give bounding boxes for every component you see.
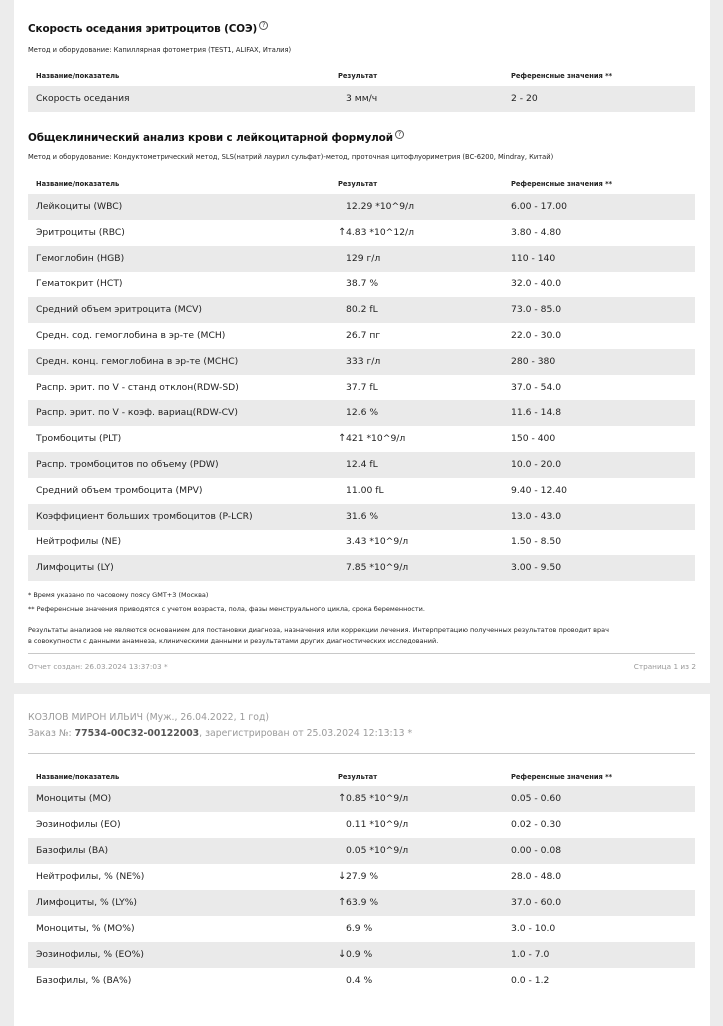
order-number: 77534-00C32-00122003	[74, 728, 200, 739]
test-result	[338, 194, 414, 220]
order-info	[28, 728, 412, 739]
result-value: 4.83 *10^12/л	[346, 226, 415, 238]
p2-header-name: Название/показатель	[36, 773, 120, 781]
test-result	[338, 349, 380, 375]
test-name: Коэффициент больших тромбоцитов (P-LCR)	[36, 510, 253, 522]
cbc-header-result: Результат	[338, 180, 378, 188]
result-value: 6.9 %	[346, 923, 373, 934]
test-result	[338, 426, 405, 452]
test-name: Эозинофилы (EO)	[36, 819, 121, 830]
test-name: Лимфоциты, % (LY%)	[36, 897, 138, 908]
result-value: 0.05 *10^9/л	[346, 845, 409, 856]
reference-range: 28.0 - 48.0	[511, 871, 562, 882]
test-name: Эозинофилы, % (EO%)	[36, 949, 144, 960]
test-result	[338, 452, 378, 478]
reference-range: 37.0 - 60.0	[511, 897, 562, 908]
test-name: Средний объем эритроцита (MCV)	[36, 304, 202, 316]
esr-header-name: Название/показатель	[36, 72, 120, 80]
table-row	[28, 864, 695, 890]
table-row	[28, 968, 695, 994]
table-row	[28, 890, 695, 916]
table-row	[28, 555, 695, 581]
test-name: Эритроциты (RBC)	[36, 226, 125, 238]
test-result	[338, 86, 377, 112]
test-name: Гемоглобин (HGB)	[36, 252, 125, 264]
result-value: 421 *10^9/л	[346, 433, 406, 445]
result-value: 12.4 fL	[346, 459, 378, 470]
result-value: 11.00 fL	[346, 484, 384, 496]
test-result	[338, 968, 372, 994]
esr-method: Метод и оборудование: Капиллярная фотометрия (TEST1, ALIFAX, Италия)	[28, 46, 292, 54]
result-value: 38.7 %	[346, 278, 379, 290]
flag-arrow-icon: ↓	[338, 949, 347, 960]
table-row	[28, 478, 695, 504]
test-name: Распр. эрит. по V - коэф. вариац(RDW-CV)	[36, 407, 238, 419]
disclaimer-line-2: в совокупности с данными анамнеза, клиническими данными и результатами других диагностических исследований.	[28, 637, 439, 645]
test-name: Нейтрофилы, % (NE%)	[36, 871, 145, 882]
result-value: 0.9 %	[346, 949, 373, 960]
reference-range: 150 - 400	[511, 433, 556, 445]
page-number: Страница 1 из 2	[633, 662, 696, 671]
test-result	[338, 220, 414, 246]
test-result	[338, 271, 378, 297]
table-row	[28, 375, 695, 401]
result-value: 12.29 *10^9/л	[346, 201, 415, 212]
flag-arrow-icon: ↑	[338, 897, 347, 908]
reference-range: 3.0 - 10.0	[511, 923, 556, 934]
reference-range: 32.0 - 40.0	[511, 278, 562, 290]
reference-range: 0.00 - 0.08	[511, 845, 562, 856]
p2-header-ref: Референсные значения **	[511, 773, 613, 781]
report-page-2	[14, 694, 710, 1026]
cbc-section-title: Общеклинический анализ крови с лейкоцитарной формулой ?	[28, 130, 404, 144]
test-result	[338, 890, 378, 916]
test-name: Скорость оседания	[36, 93, 130, 104]
reference-range: 6.00 - 17.00	[511, 201, 567, 212]
test-name: Средн. сод. гемоглобина в эр-те (MCH)	[36, 330, 226, 341]
esr-header-ref: Референсные значения **	[511, 72, 613, 80]
test-name: Моноциты (MO)	[36, 793, 112, 804]
cbc-method: Метод и оборудование: Кондуктометрический метод, SLS(натрий лаурил сульфат)-метод, проточная цитофлуориметрия (ВС-6200, Mindray, Китай)	[28, 153, 554, 161]
table-row	[28, 194, 695, 220]
flag-arrow-icon: ↓	[338, 871, 347, 882]
test-result	[338, 375, 378, 401]
table-row	[28, 246, 695, 272]
test-result	[338, 555, 408, 581]
report-created: Отчет создан: 26.03.2024 13:37:03 *	[28, 662, 168, 671]
table-row	[28, 916, 695, 942]
reference-range: 11.6 - 14.8	[511, 407, 562, 419]
test-name: Базофилы, % (BA%)	[36, 975, 132, 986]
test-result	[338, 916, 372, 942]
test-result	[338, 942, 372, 968]
reference-range: 0.0 - 1.2	[511, 975, 550, 986]
test-result	[338, 864, 378, 890]
table-row	[28, 220, 695, 246]
cbc-header-name: Название/показатель	[36, 180, 120, 188]
reference-range: 73.0 - 85.0	[511, 304, 562, 316]
test-name: Гематокрит (HCT)	[36, 278, 123, 290]
reference-range: 110 - 140	[511, 252, 556, 264]
table-row	[28, 812, 695, 838]
table-row	[28, 349, 695, 375]
footer-divider	[28, 653, 695, 654]
test-result	[338, 838, 408, 864]
test-result	[338, 400, 378, 426]
result-value: 12.6 %	[346, 407, 379, 419]
result-value: 0.11 *10^9/л	[346, 819, 409, 830]
table-row	[28, 426, 695, 452]
flag-arrow-icon: ↑	[338, 433, 347, 445]
reference-range: 9.40 - 12.40	[511, 484, 567, 496]
test-name: Распр. тромбоцитов по объему (PDW)	[36, 459, 219, 470]
reference-range: 3.00 - 9.50	[511, 562, 562, 574]
table-row	[28, 838, 695, 864]
test-result	[338, 529, 408, 555]
table-row	[28, 529, 695, 555]
table-row	[28, 942, 695, 968]
table-row	[28, 271, 695, 297]
order-label: Заказ №:	[28, 728, 75, 739]
esr-header-result: Результат	[338, 72, 378, 80]
test-name: Лимфоциты (LY)	[36, 562, 114, 574]
report-page-1	[14, 0, 710, 683]
reference-range: 1.50 - 8.50	[511, 536, 562, 548]
result-value: 0.85 *10^9/л	[346, 793, 409, 804]
result-value: 27.9 %	[346, 871, 379, 882]
table-row	[28, 452, 695, 478]
reference-range: 1.0 - 7.0	[511, 949, 550, 960]
reference-range: 0.02 - 0.30	[511, 819, 562, 830]
cbc-help-icon[interactable]: ?	[395, 130, 404, 139]
cbc-header-ref: Референсные значения **	[511, 180, 613, 188]
result-value: 37.7 fL	[346, 381, 378, 393]
test-result	[338, 786, 408, 812]
p2-header-result: Результат	[338, 773, 378, 781]
order-registered: , зарегистрирован от 25.03.2024 12:13:13 *	[199, 728, 413, 739]
test-result	[338, 323, 380, 349]
test-name: Моноциты, % (MO%)	[36, 923, 135, 934]
test-result	[338, 504, 378, 530]
reference-range: 10.0 - 20.0	[511, 459, 562, 470]
result-value: 26.7 пг	[346, 330, 381, 341]
test-result	[338, 478, 384, 504]
table-row	[28, 400, 695, 426]
esr-help-icon[interactable]: ?	[259, 21, 268, 30]
patient-divider	[28, 753, 695, 754]
reference-range: 3.80 - 4.80	[511, 226, 562, 238]
disclaimer-line-1: Результаты анализов не являются основанием для постановки диагноза, назначения или коррекции лечения. Интерпретацию полученных результатов проводит врач	[28, 626, 609, 634]
table-row	[28, 786, 695, 812]
table-row	[28, 504, 695, 530]
patient-info: КОЗЛОВ МИРОН ИЛЬИЧ (Муж., 26.04.2022, 1 год)	[28, 712, 270, 723]
table-row	[28, 297, 695, 323]
result-value: 333 г/л	[346, 355, 381, 367]
note-time: * Время указано по часовому поясу GMT+3 (Москва)	[28, 591, 209, 599]
result-value: 7.85 *10^9/л	[346, 562, 409, 574]
result-value: 3.43 *10^9/л	[346, 536, 409, 548]
test-name: Лейкоциты (WBC)	[36, 201, 123, 212]
test-result	[338, 812, 408, 838]
result-value: 31.6 %	[346, 510, 379, 522]
table-row	[28, 86, 695, 112]
result-value: 63.9 %	[346, 897, 379, 908]
result-value: 0.4 %	[346, 975, 373, 986]
reference-range: 13.0 - 43.0	[511, 510, 562, 522]
test-name: Базофилы (BA)	[36, 845, 109, 856]
reference-range: 22.0 - 30.0	[511, 330, 562, 341]
test-name: Средн. конц. гемоглобина в эр-те (MCHC)	[36, 355, 239, 367]
table-row	[28, 323, 695, 349]
test-name: Распр. эрит. по V - станд отклон(RDW-SD)	[36, 381, 239, 393]
test-name: Тромбоциты (PLT)	[36, 433, 122, 445]
result-value: 3 мм/ч	[346, 93, 378, 104]
note-refs: ** Референсные значения приводятся с учетом возраста, пола, фазы менструального цикла, срока беременности.	[28, 605, 425, 613]
flag-arrow-icon: ↑	[338, 793, 347, 804]
test-name: Нейтрофилы (NE)	[36, 536, 122, 548]
esr-section-title: Скорость оседания эритроцитов (СОЭ) ?	[28, 21, 268, 35]
reference-range: 0.05 - 0.60	[511, 793, 562, 804]
test-result	[338, 297, 378, 323]
reference-range: 2 - 20	[511, 93, 538, 104]
test-name: Средний объем тромбоцита (MPV)	[36, 484, 203, 496]
result-value: 129 г/л	[346, 252, 381, 264]
flag-arrow-icon: ↑	[338, 226, 347, 238]
result-value: 80.2 fL	[346, 304, 378, 316]
reference-range: 37.0 - 54.0	[511, 381, 562, 393]
reference-range: 280 - 380	[511, 355, 556, 367]
test-result	[338, 246, 380, 272]
